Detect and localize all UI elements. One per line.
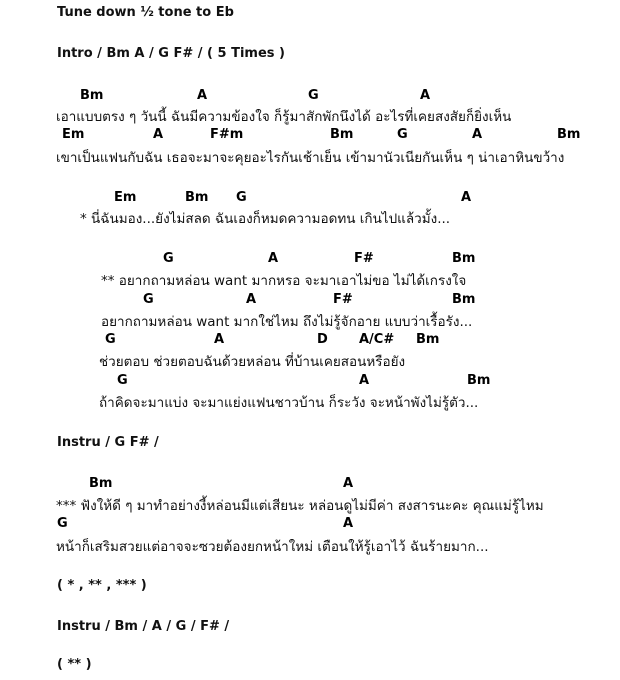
chord: G xyxy=(397,127,408,142)
chord: G xyxy=(236,190,247,205)
chord: Bm xyxy=(185,190,209,205)
chord: Bm xyxy=(416,332,440,347)
chord: A xyxy=(461,190,472,205)
lyric: ถ้าคิดจะมาแบ่ง จะมาแย่งแฟนชาวบ้าน ก็ระวัง จะหน้าพังไม่รู้ตัว... xyxy=(99,395,479,411)
chord: Bm xyxy=(452,292,476,307)
intro-line: Intro / Bm A / G F# / ( 5 Times ) xyxy=(57,46,285,61)
chord: G xyxy=(143,292,154,307)
chord: A xyxy=(268,251,279,266)
chord: G xyxy=(308,88,319,103)
lyric: เอาแบบตรง ๆ วันนี้ ฉันมีความข้องใจ ก็รู้มาสักพักนึงได้ อะไรที่เคยสงสัยก็ยิ่งเห็น xyxy=(56,109,512,125)
chord: Bm xyxy=(80,88,104,103)
chord: Bm xyxy=(330,127,354,142)
lyric: *** ฟังให้ดี ๆ มาทำอย่างงี้หล่อนมีแต่เสียนะ หล่อนดูไม่มีค่า สงสารนะคะ คุณแม่รู้ไหม xyxy=(56,498,544,514)
chord: F#m xyxy=(210,127,244,142)
chord: Bm xyxy=(452,251,476,266)
chord: Bm xyxy=(557,127,581,142)
tuning-note: Tune down ½ tone to Eb xyxy=(57,5,234,20)
lyric: อยากถามหล่อน want มากใช่ไหม ถึงไม่รู้จักอาย แบบว่าเรื้อรัง... xyxy=(101,314,473,330)
lyric: * นี่ฉันมอง...ยังไม่สลด ฉันเองก็หมดความอดทน เกินไปแล้วมั้ง... xyxy=(80,211,451,227)
chord: A xyxy=(472,127,483,142)
repeat-line-2: ( ** ) xyxy=(57,657,92,672)
chord: G xyxy=(117,373,128,388)
instru-line-2: Instru / Bm / A / G / F# / xyxy=(57,619,230,634)
lyric: เขาเป็นแฟนกับฉัน เธอจะมาจะคุยอะไรกันเช้าเย็น เข้ามานัวเนียกันเห็น ๆ น่าเอาหินขว้าง xyxy=(56,150,565,166)
chord: A xyxy=(246,292,257,307)
chord: Em xyxy=(114,190,137,205)
chord: G xyxy=(163,251,174,266)
repeat-line-1: ( * , ** , *** ) xyxy=(57,578,147,593)
lyric: ช่วยตอบ ช่วยตอบฉันด้วยหล่อน ที่บ้านเคยสอนหรือยัง xyxy=(99,354,406,370)
chord: G xyxy=(105,332,116,347)
chord: Bm xyxy=(467,373,491,388)
lyric: ** อยากถามหล่อน want มากหรอ จะมาเอาไม่ขอ ไม่ได้เกรงใจ xyxy=(101,273,467,289)
chord: Bm xyxy=(89,476,113,491)
chord: G xyxy=(57,516,68,531)
chord: D xyxy=(317,332,328,347)
lyric: หน้าก็เสริมสวยแต่อาจจะซวยต้องยกหน้าใหม่ เตือนให้รู้เอาไว้ ฉันร้ายมาก... xyxy=(56,539,489,555)
chord: A xyxy=(420,88,431,103)
chord: A xyxy=(343,476,354,491)
chord: A xyxy=(343,516,354,531)
chord: F# xyxy=(333,292,353,307)
chord: A xyxy=(214,332,225,347)
chord: A xyxy=(359,373,370,388)
chord: A xyxy=(153,127,164,142)
instru-line-1: Instru / G F# / xyxy=(57,435,159,450)
chord: Em xyxy=(62,127,85,142)
chord: A xyxy=(197,88,208,103)
chord: F# xyxy=(354,251,374,266)
chord: A/C# xyxy=(359,332,395,347)
